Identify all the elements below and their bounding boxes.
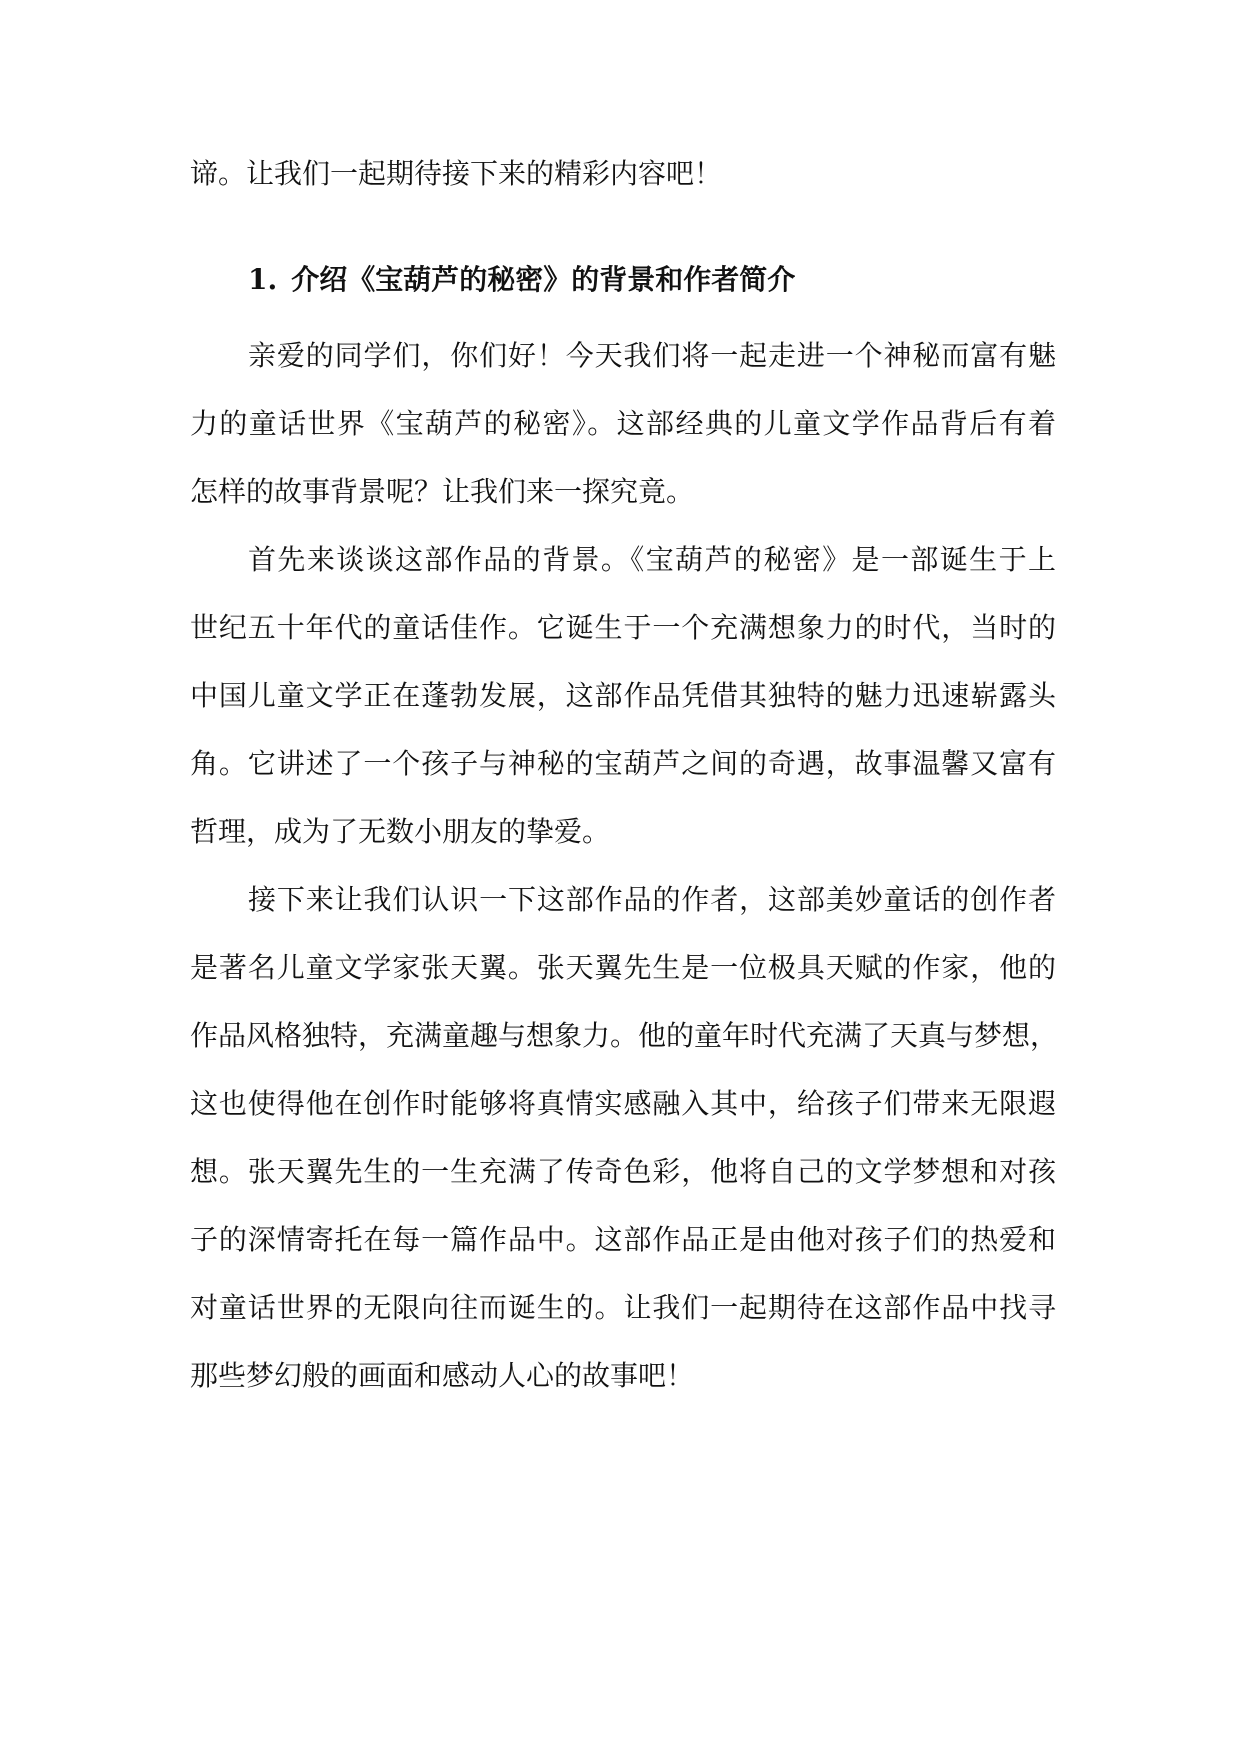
paragraph-line: 子的深情寄托在每一篇作品中。这部作品正是由他对孩子们的热爱和: [190, 1223, 1056, 1256]
paragraph-line: 首先来谈谈这部作品的背景。《宝葫芦的秘密》是一部诞生于上: [248, 543, 1056, 576]
paragraph-line: 对童话世界的无限向往而诞生的。让我们一起期待在这部作品中找寻: [190, 1291, 1056, 1324]
paragraph-1: [190, 322, 1056, 526]
paragraph-3: [190, 866, 1059, 1410]
paragraph-line: 怎样的故事背景呢？让我们来一探究竟。: [190, 475, 695, 508]
paragraph-line: 中国儿童文学正在蓬勃发展，这部作品凭借其独特的魅力迅速崭露头: [190, 679, 1056, 712]
paragraph-line: 想。张天翼先生的一生充满了传奇色彩，他将自己的文学梦想和对孩: [190, 1155, 1056, 1188]
continuation-line: 谛。让我们一起期待接下来的精彩内容吧！: [190, 157, 723, 190]
paragraph-line: 这也使得他在创作时能够将真情实感融入其中，给孩子们带来无限遐: [190, 1087, 1056, 1120]
paragraph-line: 亲爱的同学们，你们好！今天我们将一起走进一个神秘而富有魅: [248, 339, 1056, 372]
paragraph-line: 角。它讲述了一个孩子与神秘的宝葫芦之间的奇遇，故事温馨又富有: [190, 747, 1056, 780]
paragraph-line: 是著名儿童文学家张天翼。张天翼先生是一位极具天赋的作家，他的: [190, 951, 1056, 984]
section-heading: [248, 250, 795, 310]
paragraph-line: 那些梦幻般的画面和感动人心的故事吧！: [190, 1359, 695, 1392]
paragraph-line: 作品风格独特，充满童趣与想象力。他的童年时代充满了天真与梦想，: [190, 1019, 1059, 1052]
section-number: 1.: [248, 263, 278, 296]
paragraph-line: 力的童话世界《宝葫芦的秘密》。这部经典的儿童文学作品背后有着: [190, 407, 1056, 440]
body-text: [190, 322, 1059, 1410]
continuation-text: [190, 140, 1056, 208]
paragraph-2: [190, 526, 1056, 866]
paragraph-line: 接下来让我们认识一下这部作品的作者，这部美妙童话的创作者: [248, 883, 1056, 916]
paragraph-line: 哲理，成为了无数小朋友的挚爱。: [190, 815, 611, 848]
section-title: 介绍《宝葫芦的秘密》的背景和作者简介: [291, 263, 796, 296]
paragraph-line: 世纪五十年代的童话佳作。它诞生于一个充满想象力的时代，当时的: [190, 611, 1056, 644]
